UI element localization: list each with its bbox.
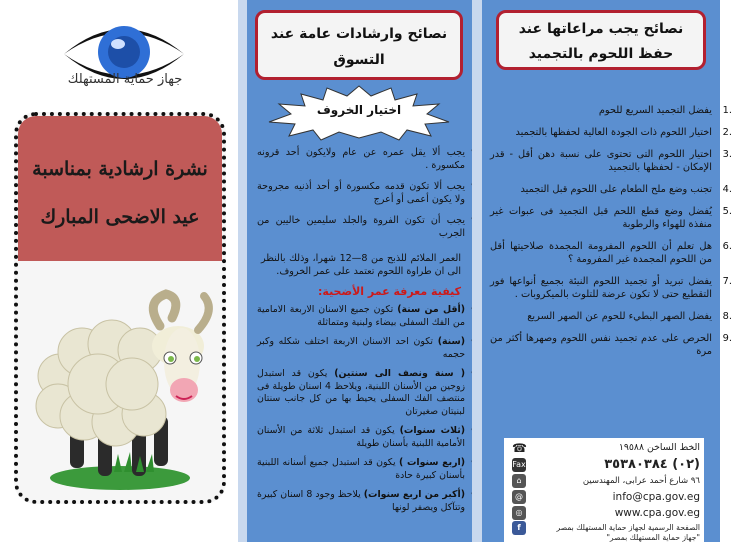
item-text: اختيار اللحوم ذات الجودة العالية لحفظها بالتجميد: [515, 127, 712, 138]
address-text: ٩٦ شارع أحمد عرابى، المهندسين: [582, 476, 700, 486]
fax-number: (٠٢) ٣٥٣٨٠٣٨٤: [604, 457, 700, 472]
age-label: ( سنة ونصف الى سنتين): [334, 368, 465, 379]
item-number: 5.: [722, 206, 732, 217]
item-text: اختيار اللحوم التى تحتوى على نسبة دهن أقل - قدر الإمكان - لحفظها بالتجميد: [490, 149, 712, 173]
shopping-tips-panel: [247, 0, 472, 542]
age-text: تكون احد الاسنان الاربعة اختلف شكله وكبر حجمه: [257, 336, 465, 360]
age-heading: كيفية معرفة عمر الأضحية:: [318, 285, 461, 298]
age-text: يكون قد استبدل جميع أسنانه اللبنية بأسنان كبيرة حادة: [257, 457, 465, 481]
age-label: (سنة): [437, 336, 466, 347]
list-item: [490, 205, 732, 231]
shopping-tips-title: نصائح وارشادات عامة عند التسوق: [255, 10, 463, 80]
list-item: [257, 368, 465, 418]
age-list: [257, 304, 479, 521]
list-item: [257, 304, 465, 329]
list-item: [257, 489, 465, 514]
list-item: [490, 104, 732, 117]
email-icon: @: [512, 490, 526, 504]
freezing-tips-title: نصائح يجب مراعاتها عند حفظ اللحوم بالتجميد: [496, 10, 706, 70]
globe-icon: ◎: [512, 506, 526, 520]
item-text: يفضل التجميد السريع للحوم: [598, 105, 712, 116]
cover-title-line-1: نشرة ارشادية بمناسبة: [32, 158, 208, 180]
fax-row: [510, 457, 700, 473]
cover-card-header: [18, 116, 222, 261]
list-item: • يجب أن تكون الفروة والجلد سليمين خاليين من الجرب: [257, 214, 465, 240]
list-item: [490, 126, 732, 139]
list-item: [490, 275, 732, 301]
item-number: 2.: [722, 127, 732, 138]
sheep-illustration-icon: [20, 266, 220, 496]
list-item: [490, 183, 732, 196]
age-text: يلاحظ وجود 8 اسنان كبيرة وتتآكل ويصفر لونها: [257, 489, 465, 513]
item-number: 6.: [722, 241, 732, 252]
age-label: (أكبر من اربع سنوات): [363, 489, 465, 500]
age-text: تكون جميع الاسنان الاربعة الامامية من الفك السفلى بيضاء ولبنية ومتماثلة: [257, 304, 465, 328]
freezing-tips-list: [490, 104, 732, 367]
list-item: • يجب ألا يقل عمره عن عام ولايكون أحد قرونه مكسورة .: [257, 146, 465, 172]
cover-panel: [0, 0, 238, 542]
age-label: (اربع سنوات ): [398, 457, 465, 468]
item-text: هل تعلم أن اللحوم المفرومة المجمدة صلاحيتها أقل من اللحوم المجمدة غير المفرومة ؟: [490, 241, 712, 265]
age-label: (أقل من سنة): [397, 304, 465, 315]
location-icon: ⌂: [512, 474, 526, 488]
burst-label: اختيار الخروف: [316, 103, 402, 117]
website-link[interactable]: www.cpa.gov.eg: [614, 507, 700, 519]
age-label: (ثلاث سنوات): [399, 425, 466, 436]
phone-icon: ☎: [512, 441, 527, 455]
freezing-tips-panel: [482, 0, 732, 542]
panel-divider: [238, 0, 247, 542]
age-text: يكون قد استبدل ثلاثة من الأسنان الأمامية اللبنية بأسنان طويلة: [257, 425, 465, 449]
item-text: يُفضل وضع قطع اللحم قبل التجميد فى عبوات غير منفذة للهواء والرطوبة: [490, 206, 712, 230]
list-item: • يجب ألا تكون قدمه مكسورة أو أحد أذنيه مجروحة ولا يكون أعمى أو أعرج: [257, 180, 465, 206]
item-text: الحرص على عدم تجميد نفس اللحوم وصهرها أكثر من مرة: [490, 333, 712, 357]
fax-icon: Fax: [512, 458, 526, 472]
age-note: العمر الملائم للذبح من 8—12 شهرا، وذلك بالنظر الى ان طراوة اللحوم تعتمد على عمر الخروف.: [261, 253, 462, 277]
item-text: يفضل تبريد أو تجميد اللحوم النيئة بجميع أنواعها فور التقطيع حتى لا تكون عرضة للتلوث بالميكروبات .: [490, 276, 712, 300]
list-item: [490, 148, 732, 174]
item-number: 7.: [722, 276, 732, 287]
item-text: تجنب وضع ملح الطعام على اللحوم قبل التجميد: [520, 184, 712, 195]
item-number: 1.: [722, 105, 732, 116]
facebook-name-text[interactable]: "جهاز حماية المستهلك بمصر": [606, 533, 700, 542]
email-row: [510, 489, 700, 505]
list-item: [257, 457, 465, 482]
facebook-name-row: [510, 533, 700, 543]
item-number: 3.: [722, 149, 732, 160]
list-item: [257, 336, 465, 361]
list-item: [490, 310, 732, 323]
cover-card: [14, 112, 226, 504]
facebook-page-text[interactable]: الصفحة الرسمية لجهاز حماية المستهلك بمصر: [556, 523, 700, 532]
contact-box: [504, 438, 704, 542]
cover-title-line-2: عيد الاضحى المبارك: [40, 206, 200, 228]
panel-divider: [472, 0, 482, 542]
hotline-text: الخط الساخن ١٩٥٨٨: [618, 442, 700, 453]
age-text: يكون قد استبدل زوجين من الأسنان اللبنية، ويلاحظ 4 اسنان طويلة فى منتصف الفك السفلى يحيط بها من كل جانب سنتان لبنيتان صغيرتان: [257, 368, 466, 417]
facebook-icon: f: [512, 521, 526, 535]
email-link[interactable]: info@cpa.gov.eg: [612, 491, 700, 503]
list-item: [257, 425, 465, 450]
website-row: [510, 505, 700, 521]
item-number: 4.: [722, 184, 732, 195]
sheep-selection-list: [257, 146, 479, 248]
address-row: [510, 473, 700, 489]
item-text: يفضل الصهر البطيء للحوم عن الصهر السريع: [527, 311, 712, 322]
list-item: [490, 332, 732, 358]
logo-caption: جهاز حماية المستهلك: [67, 72, 183, 87]
list-item: [490, 240, 732, 266]
hotline-row: [510, 440, 700, 456]
item-number: 9.: [722, 333, 732, 344]
item-number: 8.: [722, 311, 732, 322]
